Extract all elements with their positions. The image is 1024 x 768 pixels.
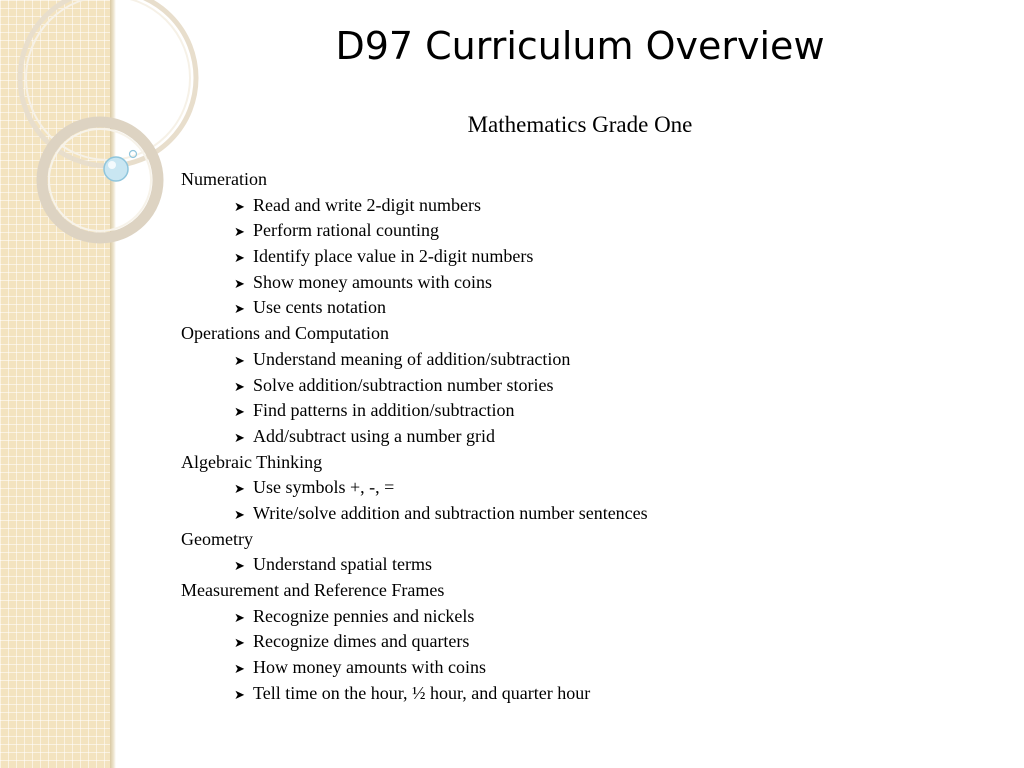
arrow-bullet-icon: ➤ [234,405,245,421]
slide-title: D97 Curriculum Overview [335,24,825,68]
bullet-text: How money amounts with coins [253,657,486,678]
bullet-text: Tell time on the hour, ½ hour, and quarter hour [253,682,591,703]
bullet-item [181,501,1001,527]
bullet-text: Add/subtract using a number grid [253,425,495,446]
bullet-item [181,655,1001,681]
bullet-text: Use cents notation [253,297,386,318]
arrow-bullet-icon: ➤ [234,199,245,215]
bullet-text: Find patterns in addition/subtraction [253,400,515,421]
arrow-bullet-icon: ➤ [234,559,245,575]
section-heading: Geometry [181,528,253,549]
bullet-item [181,604,1001,630]
bullet-text: Recognize dimes and quarters [253,631,470,652]
section-heading: Numeration [181,169,267,189]
curriculum-outline [181,167,1001,706]
bullet-text: Write/solve addition and subtraction number sentences [253,502,648,523]
section-heading: Algebraic Thinking [181,451,323,472]
section-heading: Measurement and Reference Frames [181,580,445,600]
arrow-bullet-icon: ➤ [234,662,245,678]
bullet-item [181,347,1001,373]
arrow-bullet-icon: ➤ [234,636,245,652]
bullet-text: Understand spatial terms [253,554,432,575]
bullet-text: Understand meaning of addition/subtraction [253,348,571,369]
arrow-bullet-icon: ➤ [234,302,245,318]
arrow-bullet-icon: ➤ [234,251,245,267]
bullet-item [181,629,1001,655]
bullet-text: Perform rational counting [253,220,439,241]
bullet-text: Recognize pennies and nickels [253,605,475,626]
blue-bubble [104,157,128,181]
bullet-item [181,218,1001,244]
section-heading: Operations and Computation [181,323,389,344]
arrow-bullet-icon: ➤ [234,482,245,498]
arrow-bullet-icon: ➤ [234,430,245,446]
bullet-item [181,244,1001,270]
arrow-bullet-icon: ➤ [234,610,245,626]
small-ring-inner [49,129,151,231]
bullet-item [181,270,1001,296]
bullet-text: Use symbols +, -, = [253,477,395,498]
bullet-item [181,295,1001,321]
arrow-bullet-icon: ➤ [234,507,245,523]
bullet-item [181,424,1001,450]
arrow-bullet-icon: ➤ [234,276,245,292]
bullet-item [181,475,1001,501]
arrow-bullet-icon: ➤ [234,687,245,703]
bullet-text: Solve addition/subtraction number stories [253,374,554,395]
bullet-item [181,552,1001,578]
bullet-item [181,373,1001,399]
arrow-bullet-icon: ➤ [234,353,245,369]
bullet-text: Show money amounts with coins [253,271,492,292]
bullet-text: Identify place value in 2-digit numbers [253,246,534,267]
bullet-item [181,193,1001,219]
slide-subtitle: Mathematics Grade One [467,112,693,137]
bullet-item [181,398,1001,424]
bubble-highlight [108,161,116,169]
arrow-bullet-icon: ➤ [234,225,245,241]
small-ring [42,122,158,238]
arrow-bullet-icon: ➤ [234,379,245,395]
bullet-text: Read and write 2-digit numbers [253,194,481,215]
bullet-item [181,681,1001,707]
